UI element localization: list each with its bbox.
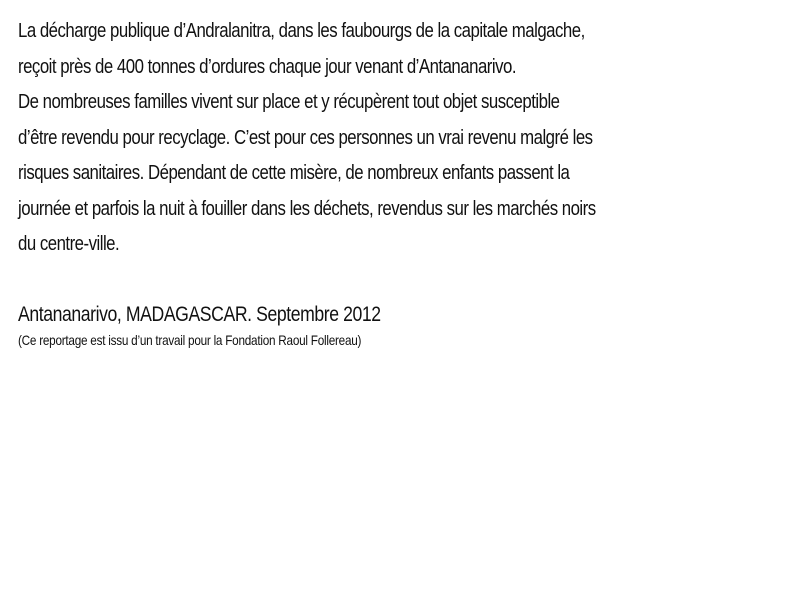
- caption-text-block: [18, 14, 788, 349]
- caption-line-2: reçoit près de 400 tonnes d’ordures chaque jour venant d’Antananarivo.: [18, 55, 517, 78]
- caption-line-7: du centre-ville.: [18, 233, 120, 255]
- caption-line-5: risques sanitaires. Dépendant de cette misère, de nombreux enfants passent la: [18, 162, 570, 184]
- credit-note: (Ce reportage est issu d’un travail pour la Fondation Raoul Follereau): [18, 332, 362, 348]
- caption-line-4: d’être revendu pour recyclage. C’est pour ces personnes un vrai revenu malgré les: [18, 126, 593, 149]
- paragraph-spacer: [18, 263, 788, 299]
- caption-line-1: La décharge publique d’Andralanitra, dans les faubourgs de la capitale malgache,: [18, 20, 585, 42]
- caption-line-3: De nombreuses familles vivent sur place et y récupèrent tout objet susceptible: [18, 91, 560, 113]
- caption-line-6: journée et parfois la nuit à fouiller dans les déchets, revendus sur les marchés noirs: [18, 197, 596, 220]
- location-date: Antananarivo, MADAGASCAR. Septembre 2012: [18, 303, 381, 326]
